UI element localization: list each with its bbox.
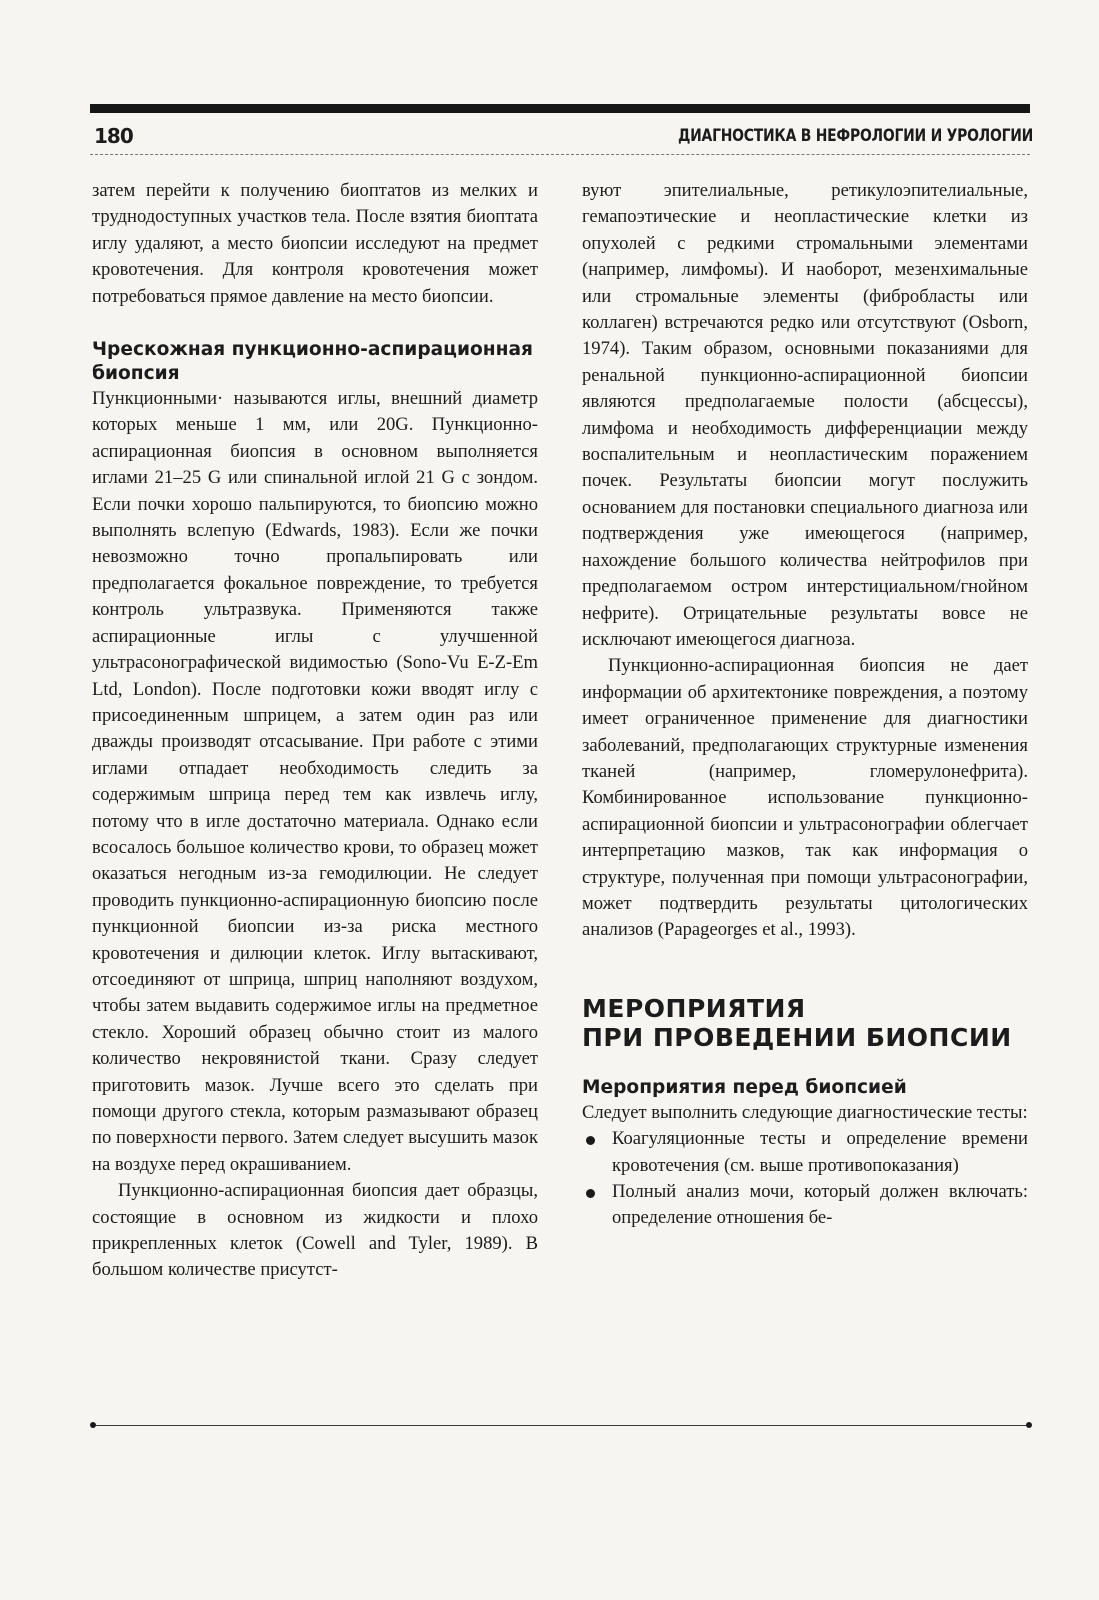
paragraph: Пункционно-аспирационная биопсия дает образцы, состоящие в основном из жидкости и плохо прикрепленных клеток (Cowell and Tyler, 1989). В большом количестве присутст- (92, 1180, 538, 1281)
list-item-text: Коагуляционные тесты и определение времени кровотечения (см. выше противопоказания) (612, 1128, 1028, 1176)
section-title-line1: МЕРОПРИЯТИЯ (582, 993, 806, 1023)
section-title (582, 994, 1028, 1052)
header-divider (90, 154, 1030, 155)
top-rule (90, 104, 1030, 113)
paragraph: Пункционными· называются иглы, внешний диаметр которых меньше 1 мм, или 20G. Пункционно-аспирационная биопсия в основном выполняется иглами 21–25 G или спинальной иглой 21 G с зондом. Если почки хорошо пальпируются, то биопсию можно выполнять вслепую (Edwards, 1983). Если же почки невозможно точно пропальпировать или предполагается фокальное повреждение, то требуется контроль ультразвука. Применяются также аспирационные иглы с улучшенной ультрасонографической видимостью (Sono-Vu E-Z-Em Ltd, London). После подготовки кожи вводят иглу с присоединенным шприцем, а затем один раз или дважды производят отсасывание. При работе с этими иглами отпадает необходимость следить за содержимым шприца перед тем как извлечь иглу, потому что в игле достаточно материала. Однако если всосалось большое количество крови, то образец может оказаться негодным из-за гемодилюции. Не следует проводить пункционно-аспирационную биопсию после пункционной биопсии из-за риска местного кровотечения и дилюции клеток. Иглу вытаскивают, отсоединяют от шприца, шприц наполняют воздухом, чтобы затем выдавить содержимое иглы на предметное стекло. Хороший образец обычно стоит из малого количество некровянистой ткани. Сразу следует приготовить мазок. Лучше всего это сделать при помощи другого стекла, которым размазывают образец по поверхности первого. Затем следует высушить мазок на воздухе перед окрашиванием. (92, 388, 538, 1175)
right-column (582, 178, 1028, 1232)
footer-dot-right (1026, 1422, 1032, 1428)
section-title-line2: ПРИ ПРОВЕДЕНИИ БИОПСИИ (582, 1022, 1012, 1052)
footer-dot-left (90, 1422, 96, 1428)
subheading: Мероприятия перед биопсией (582, 1076, 907, 1098)
list-item (582, 1126, 1028, 1179)
paragraph: вуют эпителиальные, ретикулоэпителиальные, гемапоэтические и неопластические клетки из опухолей с редкими стромальными элементами (например, лимфомы). И наоборот, мезенхимальные или стромальные элементы (фибробласты или коллаген) встречаются редко или отсутствуют (Osborn, 1974). Таким образом, основными показаниями для ренальной пункционно-аспирационной биопсии являются предполагаемые полости (абсцессы), лимфома и необходимость дифференциации между воспалительным и неопластическим поражением почек. Результаты биопсии могут послужить основанием для постановки специального диагноза или подтверждения уже имеющегося (например, нахождение большого количества нейтрофилов при предполагаемом остром интерстициальном/гнойном нефрите). Отрицательные результаты вовсе не исключают имеющегося диагноза. (582, 180, 1028, 650)
list-item-text: Полный анализ мочи, который должен включать: определение отношения бе- (612, 1181, 1028, 1229)
paragraph: Следует выполнить следующие диагностические тесты: (582, 1101, 1028, 1123)
bullet-icon (586, 1136, 595, 1145)
bullet-icon (586, 1189, 595, 1198)
bullet-list (582, 1126, 1028, 1232)
subheading: Чрескожная пункционно-аспирационная биопсия (92, 339, 533, 385)
left-column (92, 178, 538, 1284)
paragraph: затем перейти к получению биоптатов из мелких и труднодоступных участков тела. После взятия биоптата иглу удаляют, а место биопсии исследуют на предмет кровотечения. Для контроля кровотечения может потребоваться прямое давление на место биопсии. (92, 180, 538, 307)
page-number: 180 (94, 124, 133, 148)
list-item (582, 1179, 1028, 1232)
running-title: ДИАГНОСТИКА В НЕФРОЛОГИИ И УРОЛОГИИ (677, 126, 1033, 146)
footer-rule (92, 1425, 1028, 1426)
paragraph: Пункционно-аспирационная биопсия не дает информации об архитектонике повреждения, а поэтому имеет ограниченное применение для диагностики заболеваний, предполагающих структурные изменения тканей (например, гломерулонефрита). Комбинированное использование пункционно-аспирационной биопсии и ультрасонографии облегчает интерпретацию мазков, так как информация о структуре, полученная при помощи ультрасонографии, может подтвердить результаты цитологических анализов (Papageorges et al., 1993). (582, 655, 1028, 941)
